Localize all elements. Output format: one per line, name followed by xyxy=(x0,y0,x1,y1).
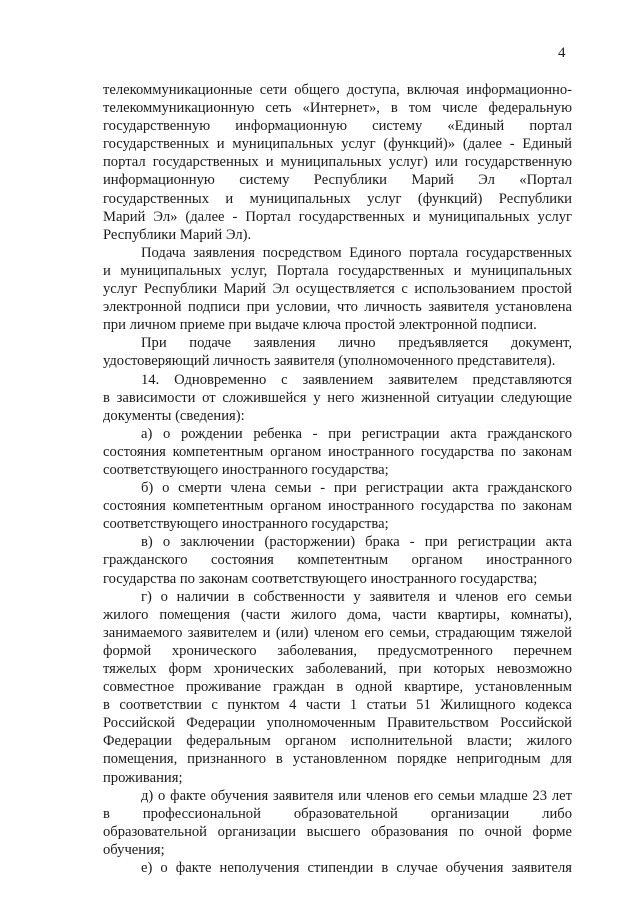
text-line: документы (сведения): xyxy=(103,407,245,424)
text-line: телекоммуникационную сеть «Интернет», в том числе федеральную xyxy=(103,100,572,117)
text-line: состояния компетентным органом иностранного государства по законам xyxy=(103,498,572,515)
text-line: при личном приеме при выдаче ключа простой электронной подписи. xyxy=(103,317,537,334)
text-line: При подаче заявления лично предъявляется документ, xyxy=(141,335,572,352)
text-line: и муниципальных услуг, Портала государственных и муниципальных xyxy=(103,262,572,279)
text-line: услуг Республики Марий Эл осуществляется с использованием простой xyxy=(103,281,572,298)
text-line: помещения, признанного в установленном порядке непригодным для xyxy=(103,751,572,768)
text-line: соответствующего иностранного государства; xyxy=(103,516,389,533)
text-line: Республики Марий Эл). xyxy=(103,226,252,243)
text-line: удостоверяющий личность заявителя (уполномоченного представителя). xyxy=(103,353,556,370)
text-line: портал государственных и муниципальных услуг) или государственную xyxy=(103,154,572,171)
text-line: Федерации федеральным органом исполнительной власти; жилого xyxy=(103,733,572,750)
text-line: жилого помещения (части жилого дома, части квартиры, комнаты), xyxy=(103,606,572,623)
text-line: государственных и муниципальных услуг (функций) Республики xyxy=(103,190,572,207)
text-line: соответствующего иностранного государства; xyxy=(103,461,389,478)
text-line: формой хронического заболевания, предусмотренного перечнем xyxy=(103,642,572,659)
text-line: е) о факте неполучения стипендии в случае обучения заявителя xyxy=(141,860,572,877)
text-line: г) о наличии в собственности у заявителя и членов его семьи xyxy=(141,588,572,605)
text-line: государственную информационную систему «Единый портал xyxy=(103,118,572,135)
text-line: в профессиональной образовательной организации либо xyxy=(103,805,572,822)
text-line: государства по законам соответствующего иностранного государства; xyxy=(103,570,538,587)
text-line: в) о заключении (расторжении) брака - при регистрации акта xyxy=(141,534,572,551)
text-line: д) о факте обучения заявителя или членов его семьи младше 23 лет xyxy=(141,787,572,804)
text-line: а) о рождении ребенка - при регистрации акта гражданского xyxy=(141,425,572,442)
text-line: образовательной организации высшего образования по очной форме xyxy=(103,823,572,840)
text-line: обучения; xyxy=(103,841,165,858)
text-line: тяжелых форм хронических заболеваний, при которых невозможно xyxy=(103,661,572,677)
text-line: электронной подписи при условии, что личность заявителя установлена xyxy=(103,299,572,316)
text-line: гражданского состояния компетентным органом иностранного xyxy=(103,552,572,569)
text-line: состояния компетентным органом иностранного государства по законам xyxy=(103,443,572,460)
text-line: проживания; xyxy=(103,769,183,786)
text-line: государственных и муниципальных услуг (функций)» (далее - Единый xyxy=(103,136,572,153)
text-line: в зависимости от сложившейся у него жизненной ситуации следующие xyxy=(103,389,572,406)
text-line: совместное проживание граждан в одной квартире, установленным xyxy=(103,679,572,696)
text-line: информационную систему Республики Марий Эл «Портал xyxy=(103,172,572,189)
text-line: в соответствии с пунктом 4 части 1 статьи 51 Жилищного кодекса xyxy=(103,697,572,714)
page-number: 4 xyxy=(558,45,566,61)
text-line: телекоммуникационные сети общего доступа, включая информационно- xyxy=(103,82,572,98)
document-body xyxy=(103,81,572,877)
text-line: Российской Федерации уполномоченным Правительством Российской xyxy=(103,715,572,732)
text-line: 14. Одновременно с заявлением заявителем представляются xyxy=(141,371,572,388)
text-line: б) о смерти члена семьи - при регистрации акта гражданского xyxy=(141,480,572,497)
text-line: Марий Эл» (далее - Портал государственных и муниципальных услуг xyxy=(103,208,572,225)
text-line: Подача заявления посредством Единого портала государственных xyxy=(141,244,572,261)
text-line: занимаемого заявителем и (или) членом его семьи, страдающим тяжелой xyxy=(103,624,572,641)
